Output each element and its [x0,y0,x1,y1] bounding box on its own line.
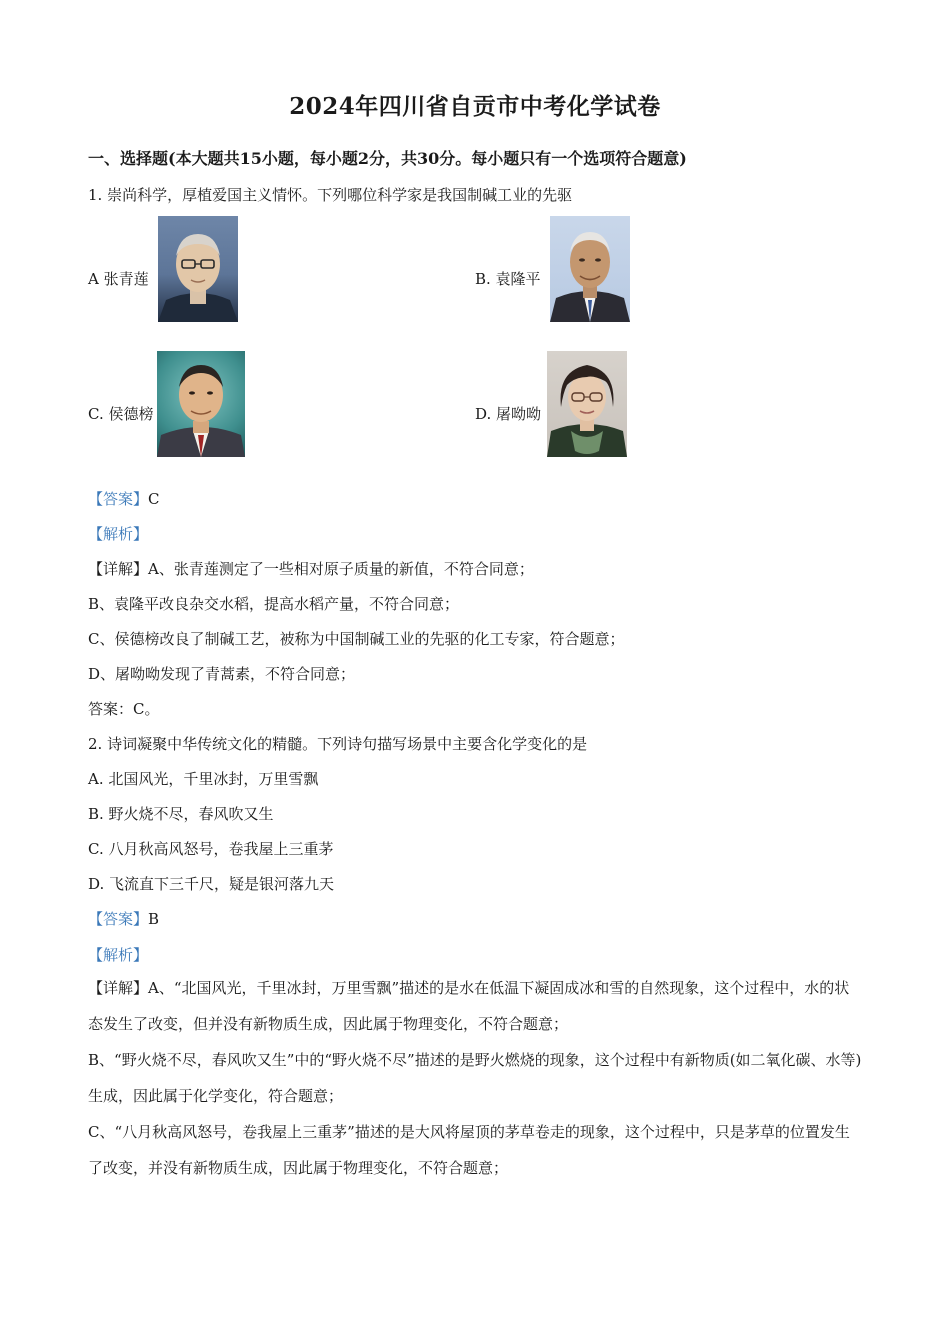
q2-detail-b: B、“野火烧不尽，春风吹又生”中的“野火烧不尽”描述的是野火燃烧的现象，这个过程中有新物质(如二氧化碳、水等)生成，因此属于化学变化，符合题意； [88,1051,862,1105]
q1-option-a: A 张青莲 [88,270,149,288]
answer-value: C [148,490,160,508]
q2-stem: 2. 诗词凝聚中华传统文化的精髓。下列诗句描写场景中主要含化学变化的是 [88,735,588,753]
q1-detail-d: D、屠呦呦发现了青蒿素，不符合同意； [88,665,356,683]
q1-answer [88,488,160,509]
q2-option-d: D. 飞流直下三千尺，疑是银河落九天 [88,875,335,893]
q1-conclusion: 答案：C。 [88,700,160,718]
portrait-tu-youyou [547,351,627,457]
answer-value: B [148,910,160,928]
q2-option-a: A. 北国风光，千里冰封，万里雪飘 [88,770,319,788]
q1-detail-a [88,558,534,579]
q2-detail-c: C、“八月秋高风怒号，卷我屋上三重茅”描述的是大风将屋顶的茅草卷走的现象，这个过程中，只是茅草的位置发生了改变，并没有新物质生成，因此属于物理变化，不符合题意； [88,1123,850,1177]
q2-answer [88,908,159,929]
portrait-yuan-longping [550,216,630,322]
portrait-hou-debang [157,351,245,457]
q1-analysis-tag: 【解析】 [88,525,149,543]
answer-tag: 【答案】 [88,910,149,928]
q1-detail-b: B、袁隆平改良杂交水稻，提高水稻产量，不符合同意； [88,595,460,613]
q2-option-c: C. 八月秋高风怒号，卷我屋上三重茅 [88,840,334,858]
q2-analysis-tag: 【解析】 [88,946,149,964]
q2-option-b: B. 野火烧不尽，春风吹又生 [88,805,274,823]
q1-stem: 1. 崇尚科学，厚植爱国主义情怀。下列哪位科学家是我国制碱工业的先驱 [88,186,573,204]
detail-tag: 【详解】 [88,560,149,578]
detail-text: A、“北国风光，千里冰封，万里雪飘”描述的是水在低温下凝固成冰和雪的自然现象，这个过程中，水的状态发生了改变，但并没有新物质生成，因此属于物理变化，不符合题意； [88,979,850,1033]
detail-text: A、张青莲测定了一些相对原子质量的新值，不符合同意； [148,560,534,578]
section-heading: 一、选择题(本大题共15小题，每小题2分，共30分。每小题只有一个选项符合题意) [88,149,687,168]
answer-tag: 【答案】 [88,490,149,508]
q1-option-d: D. 屠呦呦 [475,405,542,423]
q2-detail-a [88,970,863,1042]
q1-detail-c: C、侯德榜改良了制碱工艺，被称为中国制碱工业的先驱的化工专家，符合题意； [88,630,625,648]
q1-option-b: B. 袁隆平 [475,270,541,288]
page-title: 2024年四川省自贡市中考化学试卷 [289,93,661,120]
portrait-zhang-qinglian [158,216,238,322]
q1-option-c: C. 侯德榜 [88,405,154,423]
detail-tag: 【详解】 [88,979,149,997]
